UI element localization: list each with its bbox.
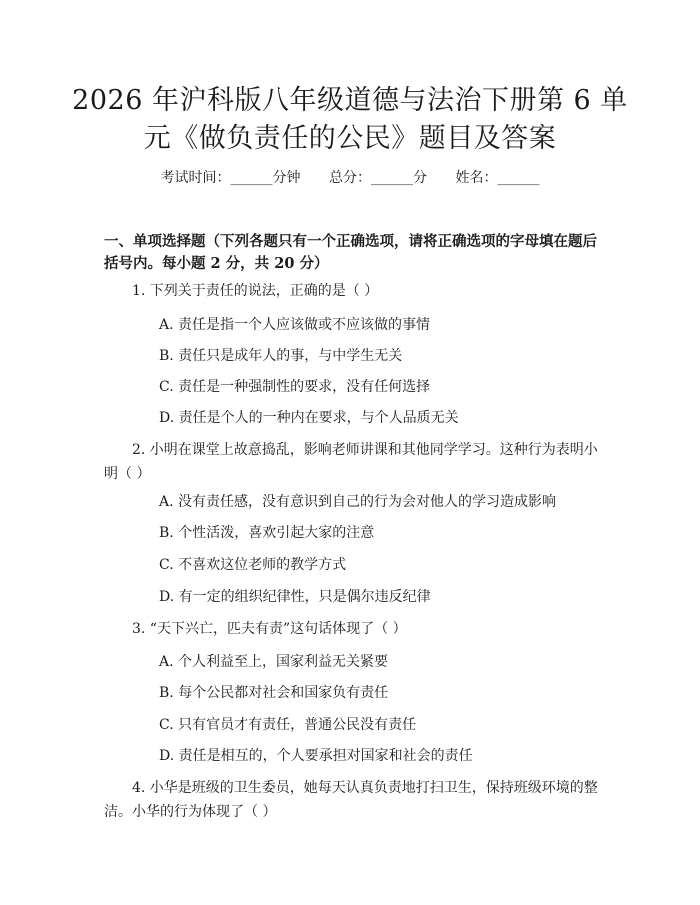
question-option: D. 责任是相互的，个人要承担对国家和社会的责任 (159, 748, 473, 764)
question-stem: 3. “天下兴亡，匹夫有责”这句话体现了（ ） (132, 621, 407, 637)
student-name: 姓名：______ (455, 170, 540, 186)
question-option: C. 责任是一种强制性的要求，没有任何选择 (159, 379, 431, 395)
exam-score: 总分：______分 (329, 170, 427, 186)
page-title (60, 82, 640, 158)
question-option: D. 责任是个人的一种内在要求，与个人品质无关 (159, 410, 459, 426)
question-option: A. 责任是指一个人应该做或不应该做的事情 (159, 317, 431, 333)
question-option: D. 有一定的组织纪律性，只是偶尔违反纪律 (159, 589, 431, 605)
exam-meta (0, 167, 700, 187)
question-option: C. 只有官员才有责任，普通公民没有责任 (159, 717, 417, 733)
question-option: C. 不喜欢这位老师的教学方式 (159, 557, 347, 573)
question-stem: 2. 小明在课堂上故意捣乱，影响老师讲课和其他同学学习。这种行为表明小明（ ） (104, 442, 598, 482)
question-option: B. 每个公民都对社会和国家负有责任 (159, 685, 389, 701)
question-option: A. 没有责任感，没有意识到自己的行为会对他人的学习造成影响 (159, 494, 557, 510)
title-line-2: 元《做负责任的公民》题目及答案 (143, 123, 557, 154)
title-line-1: 2026 年沪科版八年级道德与法治下册第 6 单 (72, 85, 628, 116)
question-option: A. 个人利益至上，国家利益无关紧要 (159, 654, 389, 670)
question-option: B. 个性活泼，喜欢引起大家的注意 (159, 525, 375, 541)
question-option: B. 责任只是成年人的事，与中学生无关 (159, 348, 403, 364)
section-heading: 一、单项选择题（下列各题只有一个正确选项，请将正确选项的字母填在题后括号内。每小题 2 分，共 20 分） (104, 233, 597, 272)
question-stem: 1. 下列关于责任的说法，正确的是（ ） (132, 283, 379, 299)
question-stem: 4. 小华是班级的卫生委员，她每天认真负责地打扫卫生，保持班级环境的整洁。小华的行为体现了（ ） (104, 780, 598, 820)
exam-time: 考试时间：______分钟 (160, 170, 301, 186)
